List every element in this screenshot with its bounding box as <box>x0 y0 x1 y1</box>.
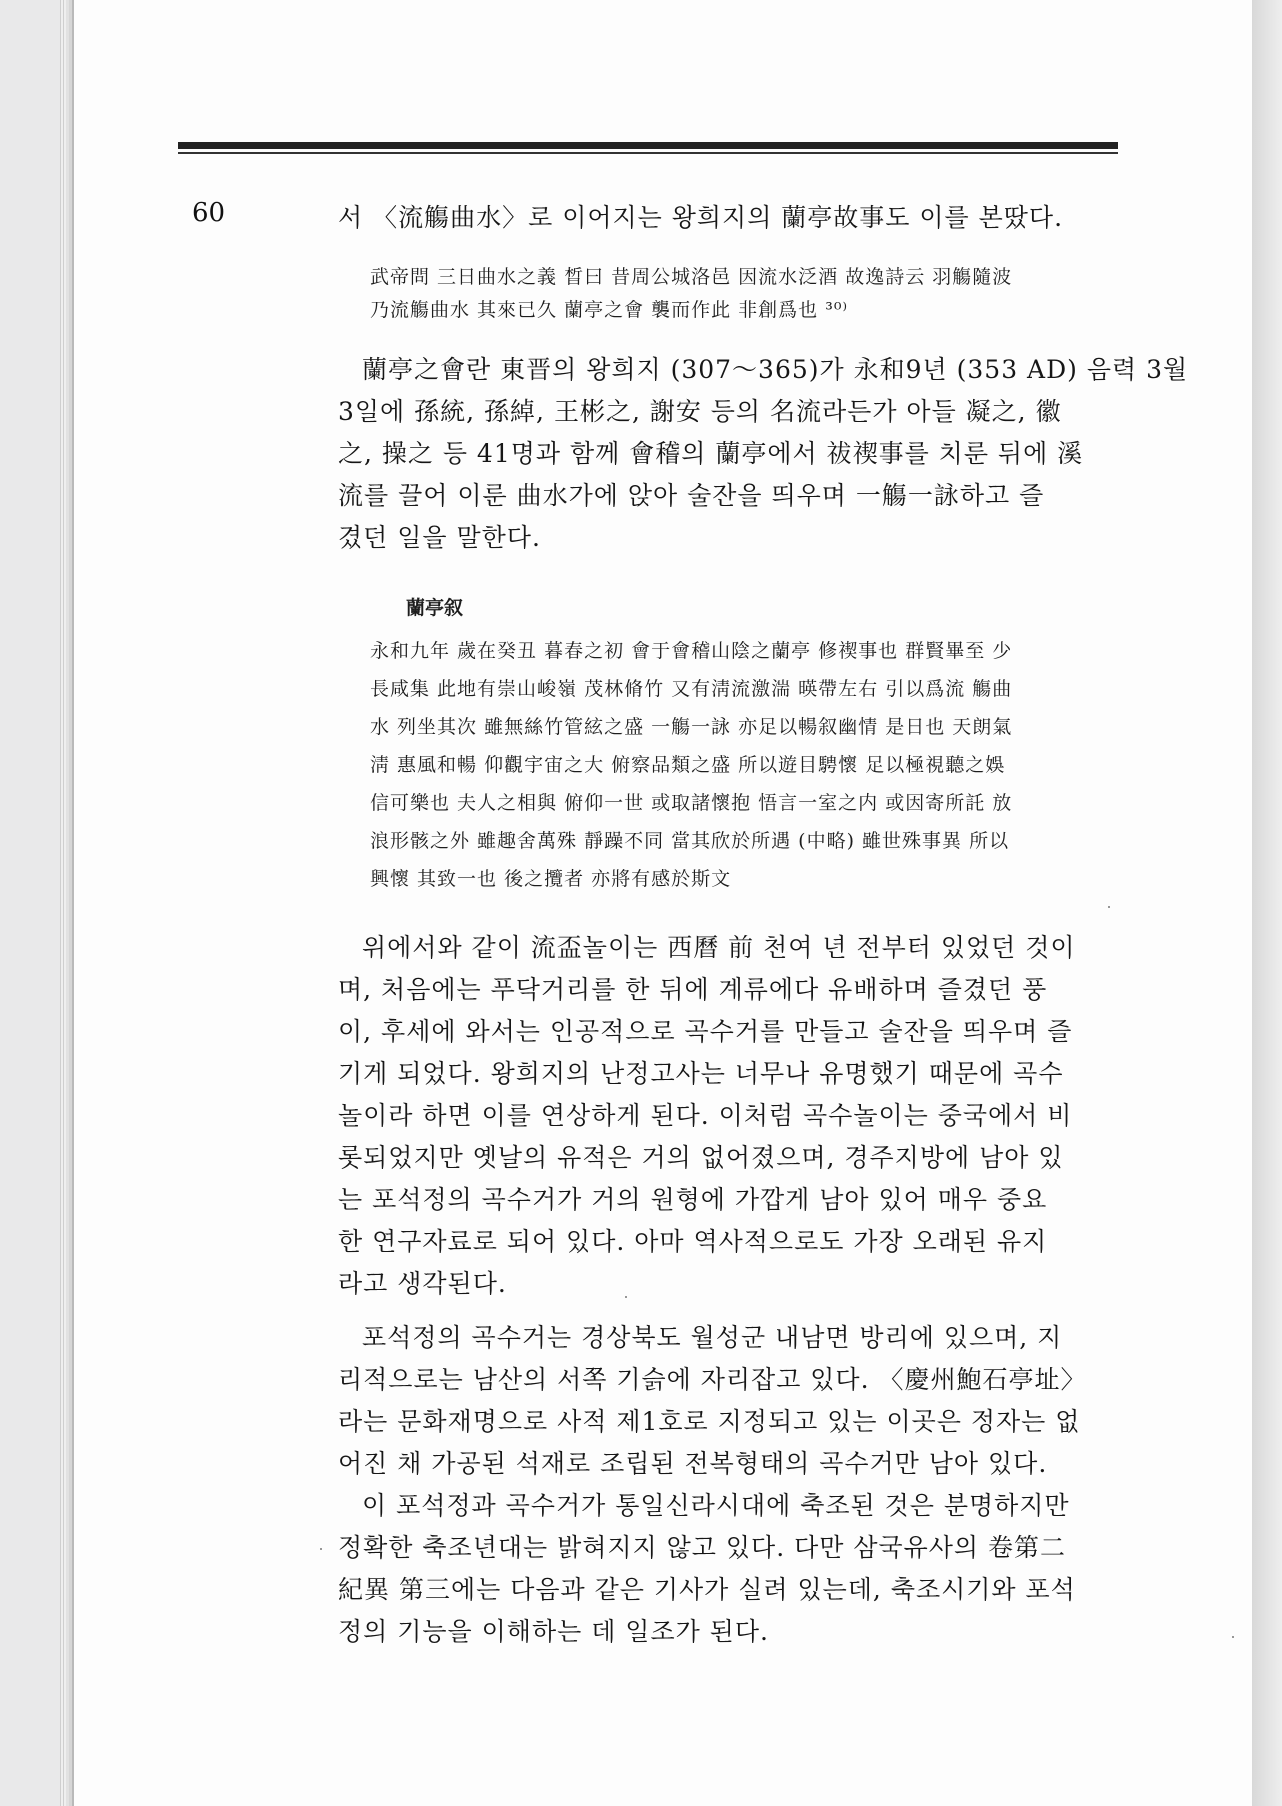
paragraph-line: 어진 채 가공된 석재로 조립된 전복형태의 곡수거만 남아 있다. <box>338 1449 1048 1478</box>
paragraph-line: 놀이라 하면 이를 연상하게 된다. 이처럼 곡수놀이는 중국에서 비 <box>338 1101 1073 1130</box>
paragraph-line: 이 포석정과 곡수거가 통일신라시대에 축조된 것은 분명하지만 <box>362 1491 1070 1520</box>
quote-line: 信可樂也 夫人之相與 俯仰一世 或取諸懷抱 悟言一室之内 或因寄所託 放 <box>370 792 1013 814</box>
paragraph-line: 라고 생각된다. <box>338 1269 507 1298</box>
quote-line: 乃流觴曲水 其來已久 蘭亭之會 襲而作此 非創爲也 ³⁰⁾ <box>370 299 849 321</box>
page-gutter <box>60 0 72 1806</box>
paragraph-line: 한 연구자료로 되어 있다. 아마 역사적으로도 가장 오래된 유지 <box>338 1227 1048 1256</box>
quote-line: 永和九年 歲在癸丑 暮春之初 會于會稽山陰之蘭亭 修禊事也 群賢畢至 少 <box>370 640 1013 662</box>
quote-line: 長咸集 此地有崇山峻嶺 茂林脩竹 又有淸流激湍 暎帶左右 引以爲流 觴曲 <box>370 678 1013 700</box>
paragraph-line: 3일에 孫統, 孫綽, 王彬之, 謝安 등의 名流라든가 아들 凝之, 徽 <box>338 397 1062 426</box>
page-edge-shadow <box>1252 0 1282 1806</box>
paragraph-line: 之, 操之 등 41명과 함께 會稽의 蘭亭에서 祓禊事를 치룬 뒤에 溪 <box>338 439 1084 468</box>
quote-line: 水 列坐其次 雖無絲竹管絃之盛 一觴一詠 亦足以暢叙幽情 是日也 天朗氣 <box>370 716 1013 738</box>
quote-line: 武帝問 三日曲水之義 晳曰 昔周公城洛邑 因流水泛酒 故逸詩云 羽觴隨波 <box>370 266 1013 288</box>
paragraph-line: 정의 기능을 이해하는 데 일조가 된다. <box>338 1617 769 1646</box>
scan-speck <box>320 1548 322 1550</box>
intro-line: 서 〈流觴曲水〉로 이어지는 왕희지의 蘭亭故事도 이를 본땄다. <box>338 203 1064 232</box>
paragraph-line: 蘭亭之會란 東晋의 왕희지 (307～365)가 永和9년 (353 AD) 음력 3월 <box>362 355 1189 384</box>
paragraph-line: 라는 문화재명으로 사적 제1호로 지정되고 있는 이곳은 정자는 없 <box>338 1407 1081 1436</box>
quote-line: 淸 惠風和暢 仰觀宇宙之大 俯察品類之盛 所以遊目騁懷 足以極視聽之娛 <box>370 754 1006 776</box>
paragraph-line: 롯되었지만 옛날의 유적은 거의 없어졌으며, 경주지방에 남아 있 <box>338 1143 1064 1172</box>
paragraph-line: 流를 끌어 이룬 曲水가에 앉아 술잔을 띄우며 一觴一詠하고 즐 <box>338 481 1045 510</box>
header-rule-thin <box>178 152 1118 154</box>
paragraph-line: 정확한 축조년대는 밝혀지지 않고 있다. 다만 삼국유사의 卷第二 <box>338 1533 1067 1562</box>
paragraph-line: 위에서와 같이 流盃놀이는 西曆 前 천여 년 전부터 있었던 것이 <box>362 933 1076 962</box>
scan-speck <box>1108 906 1110 908</box>
paragraph-line: 이, 후세에 와서는 인공적으로 곡수거를 만들고 술잔을 띄우며 즐 <box>338 1017 1073 1046</box>
quote-title: 蘭亭叙 <box>406 597 464 619</box>
page-number: 60 <box>192 198 226 228</box>
paragraph-line: 며, 처음에는 푸닥거리를 한 뒤에 계류에다 유배하며 즐겼던 풍 <box>338 975 1048 1004</box>
paragraph-line: 는 포석정의 곡수거가 거의 원형에 가깝게 남아 있어 매우 중요 <box>338 1185 1048 1214</box>
quote-line: 浪形骸之外 雖趣舍萬殊 靜躁不同 當其欣於所遇 (中略) 雖世殊事異 所以 <box>370 830 1010 852</box>
paragraph-line: 리적으로는 남산의 서쪽 기슭에 자리잡고 있다. 〈慶州鮑石亭址〉 <box>338 1365 1087 1394</box>
scan-speck <box>1232 1636 1234 1638</box>
paragraph-line: 포석정의 곡수거는 경상북도 월성군 내남면 방리에 있으며, 지 <box>362 1323 1063 1352</box>
quote-line: 興懷 其致一也 後之攬者 亦將有感於斯文 <box>370 868 732 890</box>
paragraph-line: 기게 되었다. 왕희지의 난정고사는 너무나 유명했기 때문에 곡수 <box>338 1059 1064 1088</box>
paragraph-line: 겼던 일을 말한다. <box>338 523 541 552</box>
scan-speck <box>625 1296 627 1298</box>
paragraph-line: 紀異 第三에는 다음과 같은 기사가 실려 있는데, 축조시기와 포석 <box>338 1575 1076 1604</box>
header-rule-thick <box>178 142 1118 149</box>
